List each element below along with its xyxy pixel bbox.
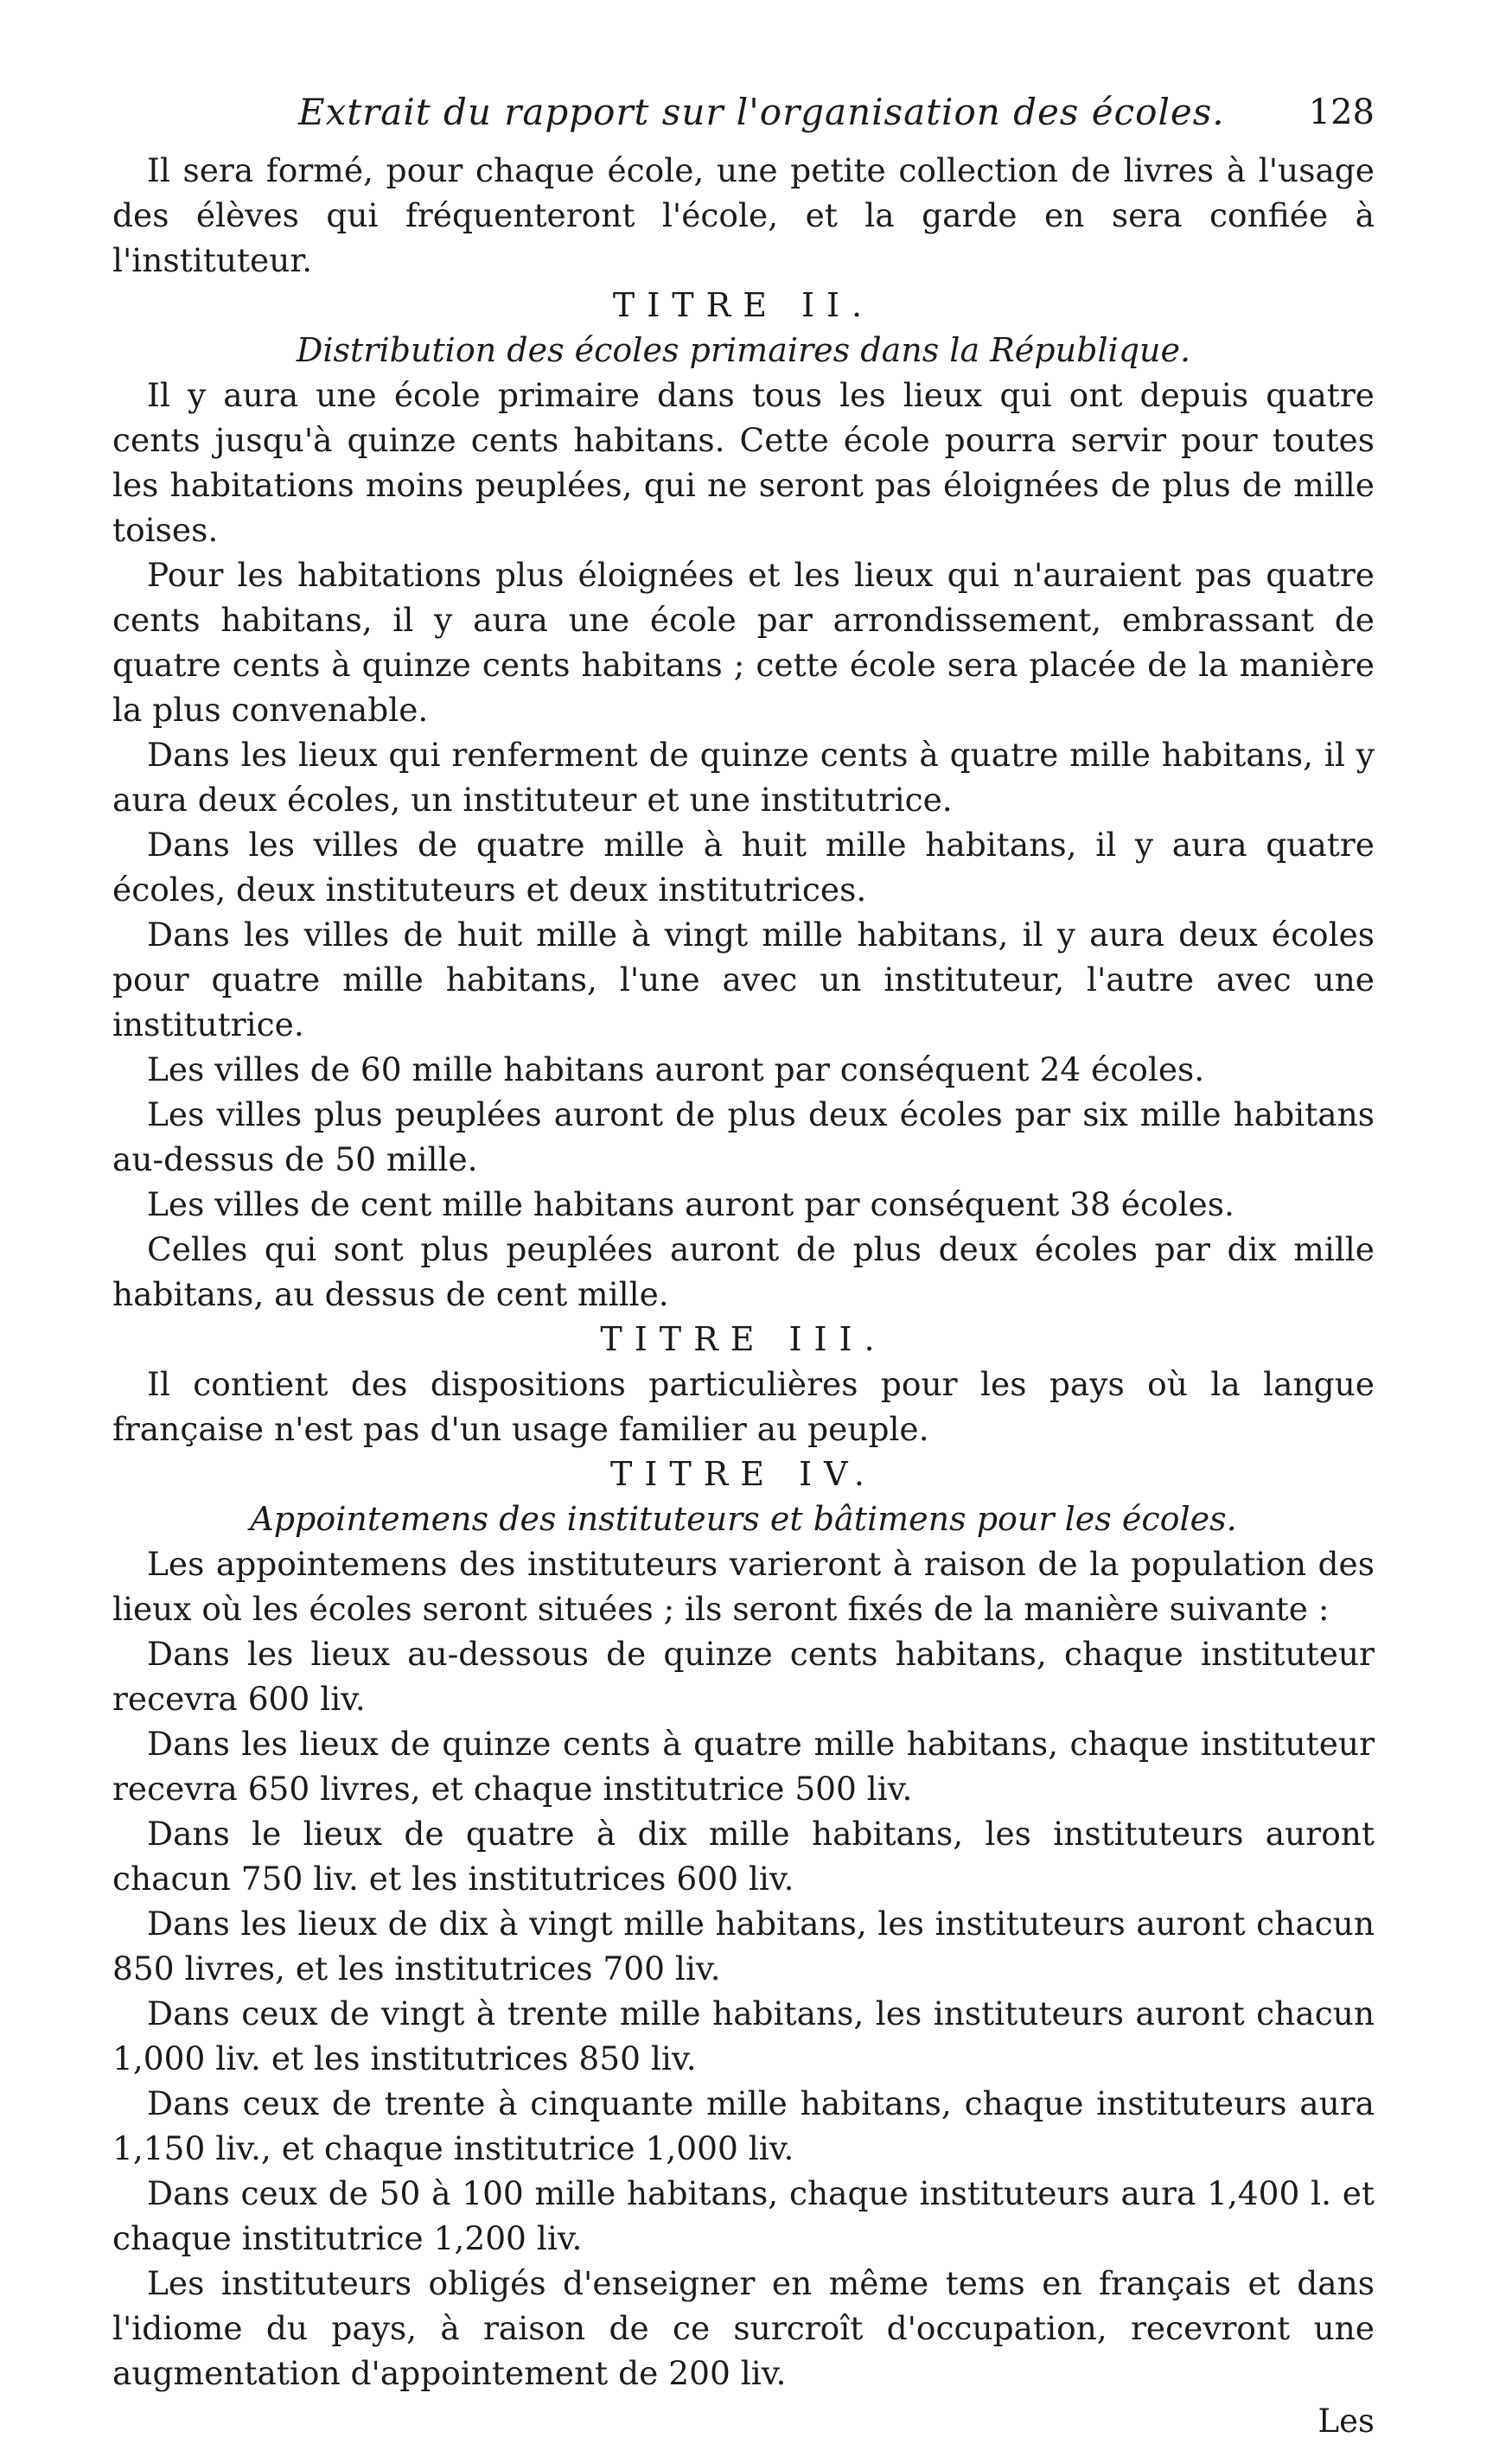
running-title: Extrait du rapport sur l'organisation des écoles. bbox=[298, 91, 1225, 133]
paragraph: Dans le lieux de quatre à dix mille habitans, les instituteurs auront chacun 750 liv. et les institutrices 600 liv. bbox=[112, 1815, 1375, 1898]
paragraph: Dans ceux de vingt à trente mille habitans, les instituteurs auront chacun 1,000 liv. et les institutrices 850 liv. bbox=[112, 1994, 1375, 2077]
paragraph: Les appointemens des instituteurs varieront à raison de la population des lieux où les écoles seront situées ; ils seront fixés de la manière suivante : bbox=[112, 1545, 1375, 1628]
paragraph: Dans les villes de quatre mille à huit mille habitans, il y aura quatre écoles, deux instituteurs et deux institutrices. bbox=[112, 826, 1375, 909]
paragraph: Les villes de cent mille habitans auront par conséquent 38 écoles. bbox=[147, 1185, 1234, 1223]
body-text bbox=[112, 148, 1375, 2396]
page-number: 128 bbox=[1308, 93, 1375, 132]
running-header bbox=[112, 82, 1375, 143]
paragraph: Les villes plus peuplées auront de plus deux écoles par six mille habitans au-dessus de 50 mille. bbox=[112, 1095, 1375, 1178]
section-title: TITRE III. bbox=[600, 1320, 887, 1358]
catchword: Les bbox=[1317, 2403, 1375, 2440]
paragraph: Dans les villes de huit mille à vingt mille habitans, il y aura deux écoles pour quatre mille habitans, l'une avec un instituteur, l'autre avec une institutrice. bbox=[112, 916, 1375, 1043]
paragraph: Dans les lieux de dix à vingt mille habitans, les instituteurs auront chacun 850 livres, et les institutrices 700 liv. bbox=[112, 1905, 1375, 1988]
section-subtitle: Appointemens des instituteurs et bâtimens pour les écoles. bbox=[250, 1500, 1237, 1538]
document-page bbox=[112, 82, 1375, 2440]
paragraph: Dans les lieux de quinze cents à quatre mille habitans, chaque instituteur recevra 650 livres, et chaque institutrice 500 liv. bbox=[112, 1725, 1375, 1808]
section-subtitle: Distribution des écoles primaires dans la République. bbox=[296, 331, 1191, 369]
paragraph: Dans les lieux qui renferment de quinze cents à quatre mille habitans, il y aura deux écoles, un instituteur et une institutrice. bbox=[112, 736, 1375, 819]
paragraph: Les instituteurs obligés d'enseigner en même tems en français et dans l'idiome du pays, à raison de ce surcroît d'occupation, recevront une augmentation d'appointement de 200 liv. bbox=[112, 2264, 1375, 2392]
section-title: TITRE IV. bbox=[609, 1455, 877, 1493]
paragraph: Il sera formé, pour chaque école, une petite collection de livres à l'usage des élèves qui fréquenteront l'école, et la garde en sera confiée à l'instituteur. bbox=[112, 151, 1375, 279]
paragraph: Il contient des dispositions particulières pour les pays où la langue française n'est pas d'un usage familier au peuple. bbox=[112, 1365, 1375, 1448]
paragraph: Il y aura une école primaire dans tous les lieux qui ont depuis quatre cents jusqu'à quinze cents habitans. Cette école pourra servir pour toutes les habitations moins peuplées, qui ne seront pas éloignées de plus de mille toises. bbox=[112, 376, 1375, 549]
paragraph: Dans ceux de 50 à 100 mille habitans, chaque instituteurs aura 1,400 l. et chaque institutrice 1,200 liv. bbox=[112, 2174, 1375, 2257]
paragraph: Celles qui sont plus peuplées auront de plus deux écoles par dix mille habitans, au dessus de cent mille. bbox=[112, 1230, 1375, 1313]
paragraph: Dans les lieux au-dessous de quinze cents habitans, chaque instituteur recevra 600 liv. bbox=[112, 1635, 1375, 1718]
paragraph: Les villes de 60 mille habitans auront par conséquent 24 écoles. bbox=[147, 1050, 1205, 1088]
paragraph: Pour les habitations plus éloignées et les lieux qui n'auraient pas quatre cents habitans, il y aura une école par arrondissement, embrassant de quatre cents à quinze cents habitans ; cette école sera placée de la manière la plus convenable. bbox=[112, 556, 1375, 729]
paragraph: Dans ceux de trente à cinquante mille habitans, chaque instituteurs aura 1,150 liv., et chaque institutrice 1,000 liv. bbox=[112, 2084, 1375, 2167]
section-title: TITRE II. bbox=[612, 286, 875, 324]
